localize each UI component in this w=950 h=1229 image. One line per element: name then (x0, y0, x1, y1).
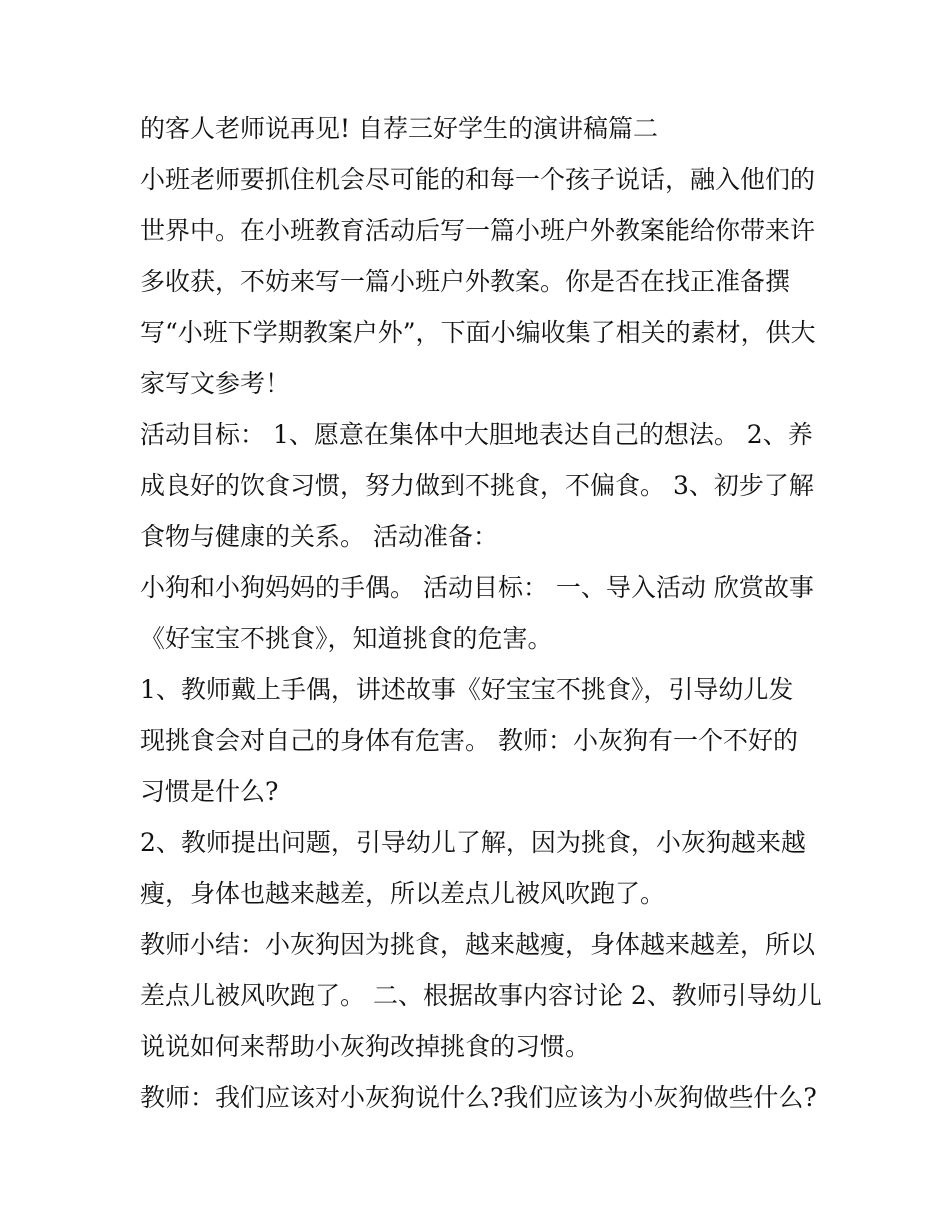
text-line: 差点儿被风吹跑了。 二、根据故事内容讨论 2、教师引导幼儿 (140, 981, 822, 1010)
text-line: 小狗和小狗妈妈的手偶。 活动目标： 一、导入活动 欣赏故事 (140, 573, 814, 602)
text-line: 现挑食会对自己的身体有危害。 教师：小灰狗有一个不好的 (140, 726, 798, 755)
text-line: 瘦，身体也越来越差，所以差点儿被风吹跑了。 (140, 879, 666, 908)
text-line: 多收获，不妨来写一篇小班户外教案。你是否在找正准备撰 (140, 267, 791, 296)
text-line: 成良好的饮食习惯，努力做到不挑食，不偏食。 3、初步了解 (140, 471, 814, 500)
text-line: 家写文参考！ (140, 369, 291, 398)
text-line: 写“小班下学期教案户外”，下面小编收集了相关的素材，供大 (140, 318, 816, 347)
text-line: 1、教师戴上手偶，讲述故事《好宝宝不挑食》，引导幼儿发 (140, 675, 794, 704)
text-line: 《好宝宝不挑食》，知道挑食的危害。 (140, 624, 553, 653)
text-line: 活动目标： 1、愿意在集体中大胆地表达自己的想法。 2、养 (140, 420, 813, 449)
text-line: 习惯是什么? (140, 777, 279, 806)
text-line: 2、教师提出问题，引导幼儿了解，因为挑食，小灰狗越来越 (140, 828, 806, 857)
text-line: 教师：我们应该对小灰狗说什么?我们应该为小灰狗做些什么? (140, 1083, 817, 1112)
text-line: 的客人老师说再见! 自荐三好学生的演讲稿篇二 (140, 114, 658, 143)
text-line: 小班老师要抓住机会尽可能的和每一个孩子说话，融入他们的 (140, 165, 816, 194)
text-line: 食物与健康的关系。 活动准备： (140, 522, 498, 551)
text-line: 说说如何来帮助小灰狗改掉挑食的习惯。 (140, 1032, 591, 1061)
text-line: 教师小结：小灰狗因为挑食，越来越瘦，身体越来越差，所以 (140, 930, 816, 959)
text-line: 世界中。在小班教育活动后写一篇小班户外教案能给你带来许 (140, 216, 816, 245)
